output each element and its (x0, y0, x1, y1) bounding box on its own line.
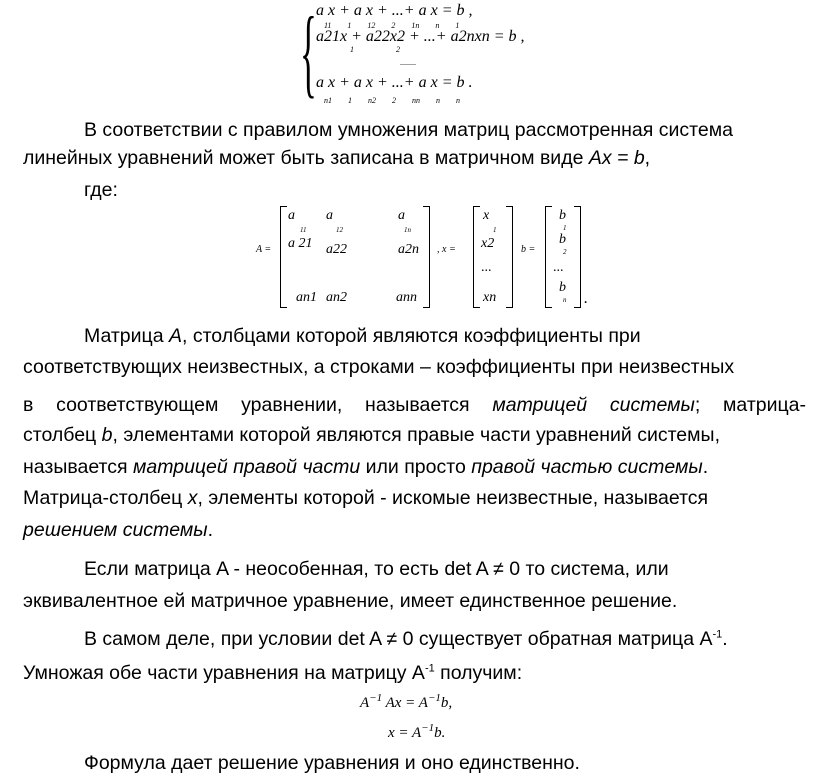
x-dots: ... (481, 260, 492, 275)
system-dots: ........ (400, 58, 416, 67)
p2-line-2: соответствующих неизвестных, а строками – коэффициенты при неизвестных (23, 356, 735, 378)
p2-line-1: Матрица A, столбцами которой являются коэффициенты при (84, 325, 641, 347)
p1-line-1: В соответствии с правилом умножения матриц рассмотренная система (84, 119, 733, 141)
system-row-2-subscripts: 1 2 (350, 45, 400, 54)
an1: an1 (296, 290, 317, 305)
p5-line-1: Формула дает решение уравнения и оно единственно. (84, 752, 580, 774)
p3-line-1: Если матрица A - неособенная, то есть det A ≠ 0 то система, или (84, 558, 669, 580)
matrix-a-left-bracket (280, 206, 287, 308)
system-brace: { (300, 0, 317, 107)
system-row-3-subscripts: n1 1 n2 2 nn n n (324, 96, 460, 105)
ann: ann (396, 290, 417, 305)
vector-b-right-bracket (574, 206, 581, 308)
p1-line-2: линейных уравнений может быть записана в матричном виде Ax = b, (23, 147, 651, 169)
matrix-a-label: A = (256, 244, 272, 255)
matrix-equation: Ax = b (588, 147, 645, 169)
matrix-a (280, 200, 430, 310)
system-row-3: a x + a x + ...+ a x = b . (316, 74, 473, 91)
a12: a (326, 208, 333, 223)
formula-1: $A^{-1}$ $Ax = A^{-1}b$, (360, 692, 453, 711)
system-row-2: a21x + a22x2 + ...+ a2nxn = b , (316, 28, 525, 45)
p2-line-5: называется матрицей правой части или просто правой частью системы. (23, 456, 709, 478)
a1n: a (398, 208, 405, 223)
a21: a 21 (288, 236, 313, 251)
equation-system (300, 0, 560, 115)
where-label: где: (84, 179, 118, 201)
b1: b (559, 208, 566, 223)
vector-b-label: b = (521, 244, 536, 255)
matrix-a-right-bracket (423, 206, 430, 308)
vector-b-left-bracket (545, 206, 552, 308)
p4-line-2: Умножая обе части уравнения на матрицу $A^{-1}$ получим: (23, 662, 523, 684)
x2: x2 (481, 236, 495, 251)
vector-x-left-bracket (473, 206, 480, 308)
b1-sub: 1 (563, 224, 567, 232)
formula-2: $x = A^{-1}b$. (388, 722, 446, 741)
p2-line-6: Матрица-столбец x, элементы которой - искомые неизвестные, называется (23, 487, 709, 509)
system-row-1-subscripts: 11 1 12 2 1n n 1 (324, 21, 460, 30)
vector-x (473, 200, 513, 310)
a12-sub: 12 (336, 226, 343, 234)
vector-x-label: , x = (437, 244, 456, 255)
a11: a (288, 208, 295, 223)
an2: an2 (326, 290, 347, 305)
x1: x (483, 208, 490, 223)
p2-line-4: столбец b, элементами которой являются правые части уравнений системы, (23, 424, 720, 446)
a11-sub: 11 (300, 226, 307, 234)
p4-line-1: В самом деле, при условии det A ≠ 0 существует обратная матрица $A^{-1}$. (84, 628, 728, 650)
system-row-1: a x + a x + ...+ a x = b , (316, 2, 473, 19)
bn-sub: n (563, 296, 567, 304)
b-dots: ... (553, 260, 564, 275)
a1n-sub: 1n (404, 226, 411, 234)
p3-line-2: эквивалентное ей матричное уравнение, имеет единственное решение. (23, 590, 678, 612)
b2-sub: 2 (563, 248, 567, 256)
vector-x-right-bracket (506, 206, 513, 308)
bn: b (559, 280, 566, 295)
xn: xn (483, 290, 497, 305)
p2-line-3: в соответствующем уравнении, называется матрицей системы; матрица- (23, 394, 806, 416)
x1-sub: 1 (493, 226, 497, 234)
matrices-end-dot: . (584, 290, 588, 307)
a22: a22 (326, 242, 347, 257)
a2n: a2n (398, 242, 419, 257)
p2-line-7: решением системы. (23, 519, 214, 541)
b2: b (559, 232, 566, 247)
vector-b (545, 200, 581, 310)
